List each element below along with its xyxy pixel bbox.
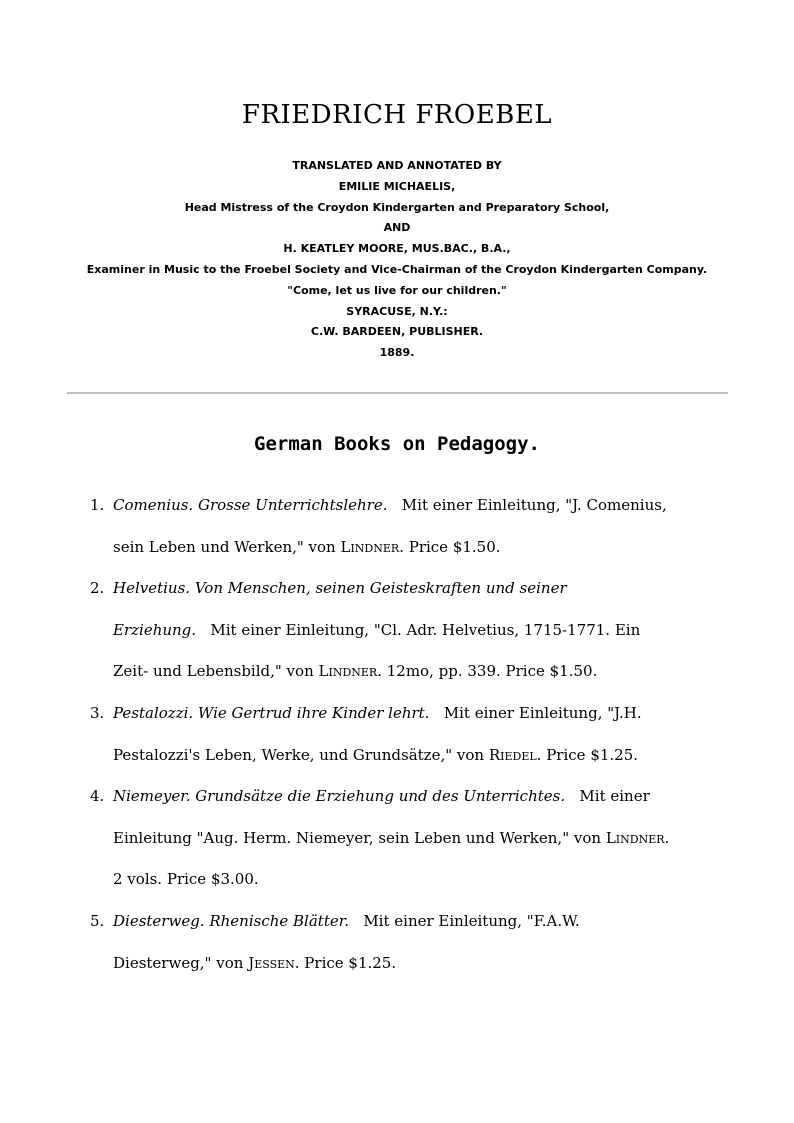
- motto-line: "Come, let us live for our children.": [287, 283, 507, 297]
- punctuation: .: [664, 828, 670, 847]
- price-text: . Price $1.50.: [399, 537, 501, 556]
- item-number: 5.: [90, 911, 105, 930]
- editor-name: Riedel: [488, 745, 537, 764]
- credit-line: EMILIE MICHAELIS,: [338, 179, 456, 193]
- book-description: Mit einer Einleitung, "J.H.: [443, 703, 642, 722]
- item-number: 3.: [90, 703, 105, 722]
- publisher-line: C.W. BARDEEN, PUBLISHER.: [310, 325, 484, 339]
- item-line: [113, 610, 730, 652]
- item-line: [113, 568, 730, 610]
- item-line: [113, 901, 730, 943]
- place-line: SYRACUSE, N.Y.:: [346, 304, 448, 318]
- list-item: [90, 776, 730, 901]
- price-text: . Price $1.25.: [536, 745, 639, 764]
- book-description: Zeit- und Lebensbild," von: [113, 662, 314, 681]
- book-description: Mit einer Einleitung, "J. Comenius,: [401, 496, 667, 514]
- year-line: 1889.: [379, 346, 415, 360]
- credit-line: Head Mistress of the Croydon Kindergarten and Preparatory School,: [184, 200, 610, 214]
- item-line: [113, 776, 730, 818]
- list-item: [90, 485, 730, 568]
- title-page-credits: [0, 156, 794, 364]
- price-text: 2 vols. Price $3.00.: [113, 870, 259, 889]
- item-line: [113, 485, 730, 527]
- editor-name: Lindner: [605, 828, 665, 847]
- item-line: [113, 651, 730, 693]
- price-text: . Price $1.25.: [294, 953, 397, 972]
- list-item: [90, 568, 730, 693]
- credit-line: Examiner in Music to the Froebel Society and Vice-Chairman of the Croydon Kindergarten Company.: [86, 262, 708, 276]
- book-title-text: Helvetius. Von Menschen, seinen Geisteskraften und seiner: [113, 579, 567, 598]
- credit-line: TRANSLATED AND ANNOTATED BY: [292, 159, 502, 172]
- item-number: 4.: [90, 787, 105, 806]
- list-item: [90, 693, 730, 776]
- book-title-text: Niemeyer. Grundsätze die Erziehung und des Unterrichtes.: [113, 787, 566, 806]
- price-text: . 12mo, pp. 339. Price $1.50.: [377, 662, 598, 681]
- section-heading: German Books on Pedagogy.: [254, 433, 540, 455]
- horizontal-divider: [67, 392, 728, 394]
- list-item: [90, 901, 730, 984]
- book-description: Mit einer Einleitung, "Cl. Adr. Helvetius, 1715-1771. Ein: [210, 620, 641, 639]
- book-description: Diesterweg," von: [113, 953, 244, 972]
- item-line: [113, 527, 730, 569]
- book-description: Mit einer: [579, 787, 650, 806]
- book-description: Mit einer Einleitung, "F.A.W.: [363, 911, 580, 930]
- book-title-text: Erziehung.: [113, 620, 197, 639]
- editor-name: Jessen: [248, 953, 295, 972]
- item-number: 1.: [90, 496, 105, 514]
- book-description: Einleitung "Aug. Herm. Niemeyer, sein Leben und Werken," von: [113, 828, 602, 847]
- item-number: 2.: [90, 579, 105, 598]
- book-description: sein Leben und Werken," von: [113, 537, 336, 556]
- book-title-text: Diesterweg. Rhenische Blätter.: [113, 911, 350, 930]
- item-line: [113, 693, 730, 735]
- item-line: [113, 735, 730, 777]
- book-title-text: Comenius. Grosse Unterrichtslehre.: [113, 496, 388, 514]
- item-line: [113, 859, 730, 901]
- book-title: FRIEDRICH FROEBEL: [241, 100, 553, 130]
- credit-line: H. KEATLEY MOORE, MUS.BAC., B.A.,: [283, 242, 511, 256]
- credit-line: AND: [383, 221, 411, 235]
- item-line: [113, 818, 730, 860]
- book-title-text: Pestalozzi. Wie Gertrud ihre Kinder lehrt.: [113, 703, 430, 722]
- book-list: [90, 485, 730, 984]
- book-description: Pestalozzi's Leben, Werke, und Grundsätze," von: [113, 745, 485, 764]
- editor-name: Lindner: [318, 662, 378, 681]
- item-line: [113, 943, 730, 985]
- editor-name: Lindner: [340, 537, 400, 556]
